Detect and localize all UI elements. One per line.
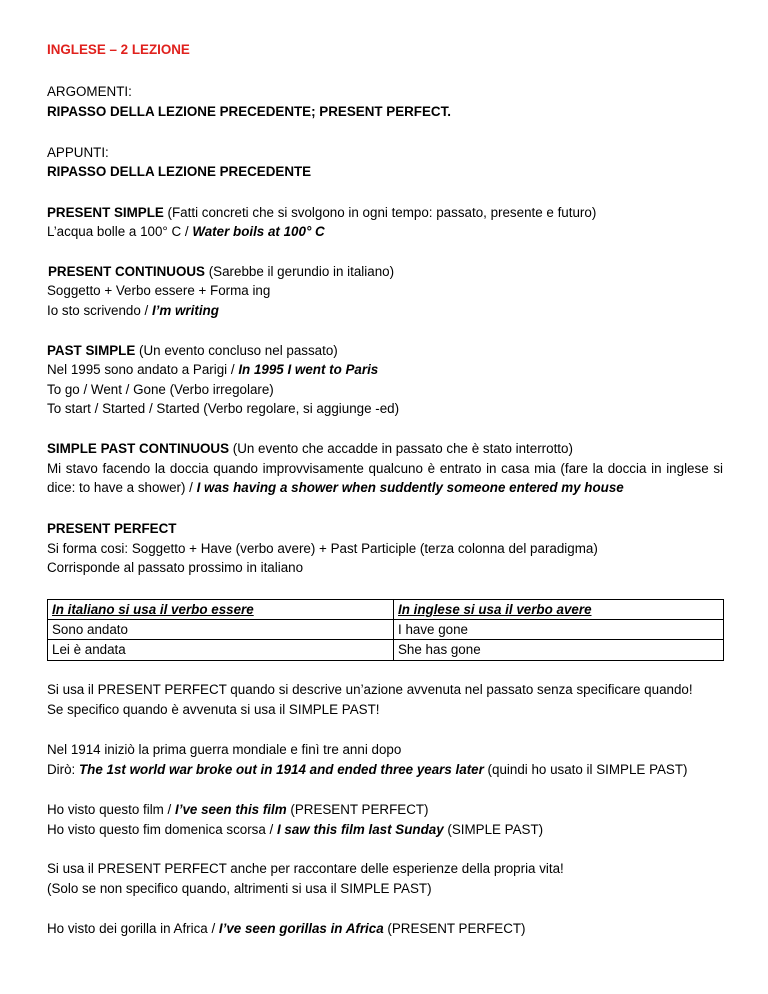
simple-past-continuous-example: Mi stavo facendo la doccia quando improvvisamente qualcuno è entrato in casa mia (fare la doccia in inglese si dice: to have a shower) / I was having a shower when suddently someone entered my house <box>47 461 723 496</box>
past-simple-irregular: To go / Went / Gone (Verbo irregolare) <box>47 382 274 397</box>
comparison-table <box>47 599 724 661</box>
gorilla-example: Ho visto dei gorilla in Africa / I’ve seen gorillas in Africa (PRESENT PERFECT) <box>47 921 526 936</box>
war-example-italian: Nel 1914 iniziò la prima guerra mondiale e finì tre anni dopo <box>47 742 402 757</box>
table-cell: She has gone <box>394 640 724 660</box>
past-simple-heading: PAST SIMPLE (Un evento concluso nel passato) <box>47 343 338 358</box>
past-simple-regular: To start / Started / Started (Verbo regolare, si aggiunge -ed) <box>47 401 400 416</box>
table-row <box>48 640 724 660</box>
past-simple-example: Nel 1995 sono andato a Parigi / In 1995 I went to Paris <box>47 362 379 377</box>
table-cell: Lei è andata <box>48 640 394 660</box>
present-continuous-heading: PRESENT CONTINUOUS (Sarebbe il gerundio in italiano) <box>48 264 395 279</box>
table-header-cell: In italiano si usa il verbo essere <box>48 600 394 620</box>
experience-note: (Solo se non specifico quando, altrimenti si usa il SIMPLE PAST) <box>47 881 432 896</box>
war-example-english: Dirò: The 1st world war broke out in 1914 and ended three years later (quindi ho usato il SIMPLE PAST) <box>47 762 688 777</box>
present-perfect-formula: Si forma cosi: Soggetto + Have (verbo avere) + Past Participle (terza colonna del paradigma) <box>47 541 598 556</box>
simple-past-continuous-heading: SIMPLE PAST CONTINUOUS (Un evento che accadde in passato che è stato interrotto) <box>47 441 573 456</box>
table-header-cell: In inglese si usa il verbo avere <box>394 600 724 620</box>
appunti-heading: RIPASSO DELLA LEZIONE PRECEDENTE <box>47 164 312 179</box>
rule-simple-past: Se specifico quando è avvenuta si usa il SIMPLE PAST! <box>47 702 380 717</box>
film-example-simple-past: Ho visto questo fim domenica scorsa / I saw this film last Sunday (SIMPLE PAST) <box>47 822 544 837</box>
argomenti-text: RIPASSO DELLA LEZIONE PRECEDENTE; PRESENT PERFECT. <box>47 104 451 119</box>
present-continuous-formula: Soggetto + Verbo essere + Forma ing <box>47 283 271 298</box>
present-perfect-heading: PRESENT PERFECT <box>47 521 177 536</box>
present-continuous-example: Io sto scrivendo / I’m writing <box>47 303 219 318</box>
present-simple-heading: PRESENT SIMPLE (Fatti concreti che si svolgono in ogni tempo: passato, presente e futuro) <box>47 205 597 220</box>
table-row <box>48 600 724 620</box>
present-perfect-note: Corrisponde al passato prossimo in italiano <box>47 560 304 575</box>
table-cell: Sono andato <box>48 620 394 640</box>
present-simple-example: L’acqua bolle a 100° C / Water boils at 100° C <box>47 224 325 239</box>
rule-present-perfect: Si usa il PRESENT PERFECT quando si descrive un’azione avvenuta nel passato senza specificare quando! <box>47 682 693 697</box>
table-row <box>48 620 724 640</box>
appunti-label: APPUNTI: <box>47 145 109 160</box>
experience-rule: Si usa il PRESENT PERFECT anche per raccontare delle esperienze della propria vita! <box>47 861 564 876</box>
argomenti-label: ARGOMENTI: <box>47 84 132 99</box>
film-example-present-perfect: Ho visto questo film / I’ve seen this film (PRESENT PERFECT) <box>47 802 429 817</box>
table-cell: I have gone <box>394 620 724 640</box>
lesson-title: INGLESE – 2 LEZIONE <box>47 42 190 57</box>
